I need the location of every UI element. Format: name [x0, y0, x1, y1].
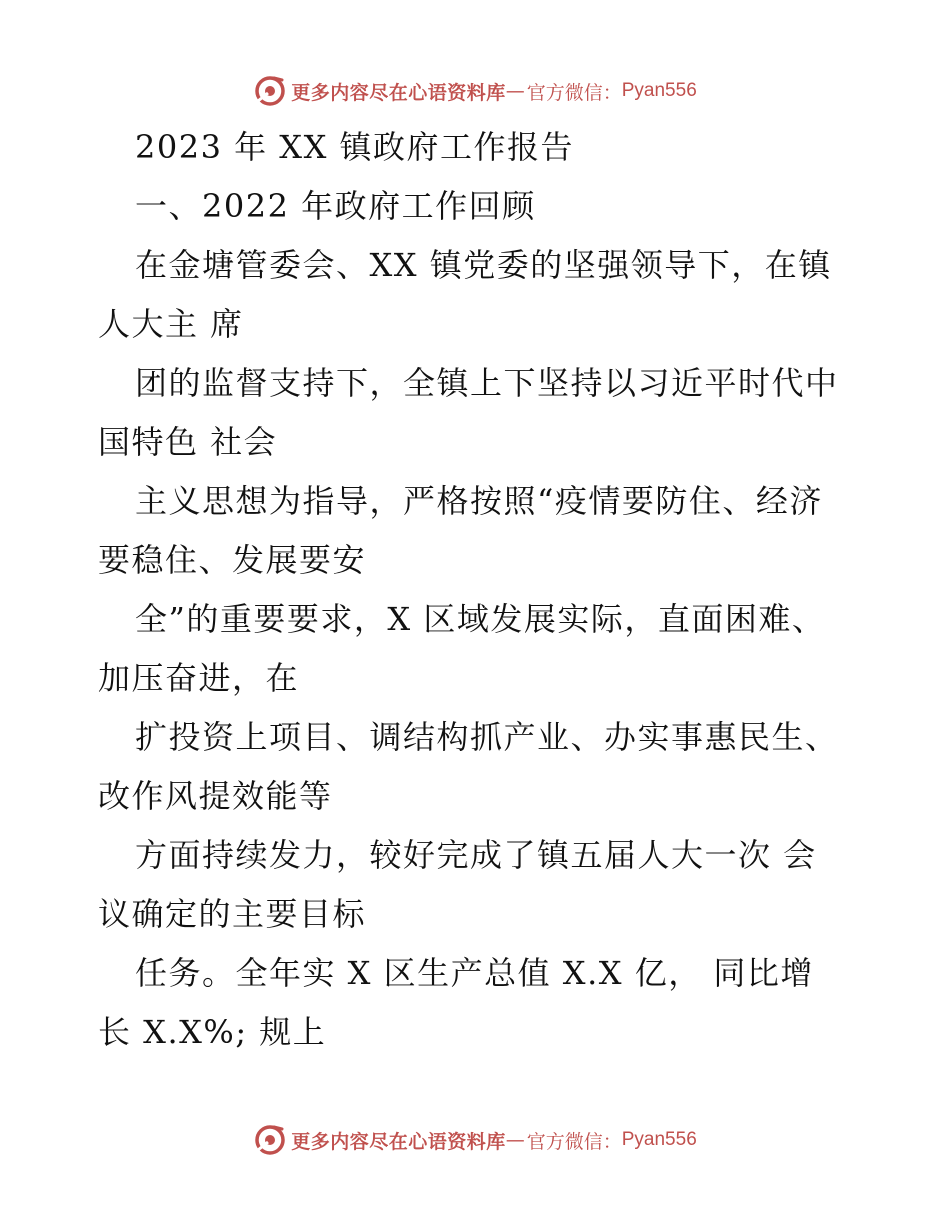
section-heading: 一、2022 年政府工作回顾 — [135, 187, 536, 225]
watermark-text: 更多内容尽在心语资料库 — [291, 1130, 506, 1153]
document-body — [98, 118, 898, 1062]
document-title: 2023 年 XX 镇政府工作报告 — [135, 128, 575, 166]
paragraph-line: 在金塘管委会、XX 镇党委的坚强领导下，在镇 — [135, 246, 832, 284]
header-watermark — [0, 71, 950, 111]
watermark-separator: — — [505, 1129, 525, 1151]
paragraph-line: 全”的重要要求，X 区域发展实际，直面困难、 — [135, 600, 826, 638]
watermark-label: 官方微信： — [526, 81, 622, 104]
paragraph-line: 人大主 席 — [98, 305, 244, 343]
paragraph-line: 国特色 社会 — [98, 423, 278, 461]
paragraph-line: 长 X.X%; 规上 — [98, 1013, 327, 1051]
paragraph-line: 改作风提效能等 — [98, 777, 333, 815]
watermark-label: 官方微信： — [526, 1130, 622, 1153]
watermark-account: Pyan556 — [621, 80, 697, 101]
watermark-account: Pyan556 — [621, 1129, 697, 1150]
logo-icon — [253, 1123, 287, 1157]
paragraph-line: 议确定的主要目标 — [98, 895, 367, 933]
logo-icon — [253, 74, 287, 108]
footer-watermark — [0, 1120, 950, 1160]
paragraph-line: 方面持续发力，较好完成了镇五届人大一次 会 — [135, 836, 817, 874]
paragraph-line: 扩投资上项目、调结构抓产业、办实事惠民生、 — [135, 718, 839, 756]
watermark-separator: — — [505, 80, 525, 102]
paragraph-line: 要稳住、发展要安 — [98, 541, 367, 579]
paragraph-line: 主义思想为指导，严格按照“疫情要防住、经济 — [135, 482, 823, 520]
paragraph-line: 任务。全年实 X 区生产总值 X.X 亿， 同比增 — [135, 954, 814, 992]
watermark-text: 更多内容尽在心语资料库 — [291, 81, 506, 104]
paragraph-line: 团的监督支持下，全镇上下坚持以习近平时代中 — [135, 364, 839, 402]
paragraph-line: 加压奋进，在 — [98, 659, 300, 697]
